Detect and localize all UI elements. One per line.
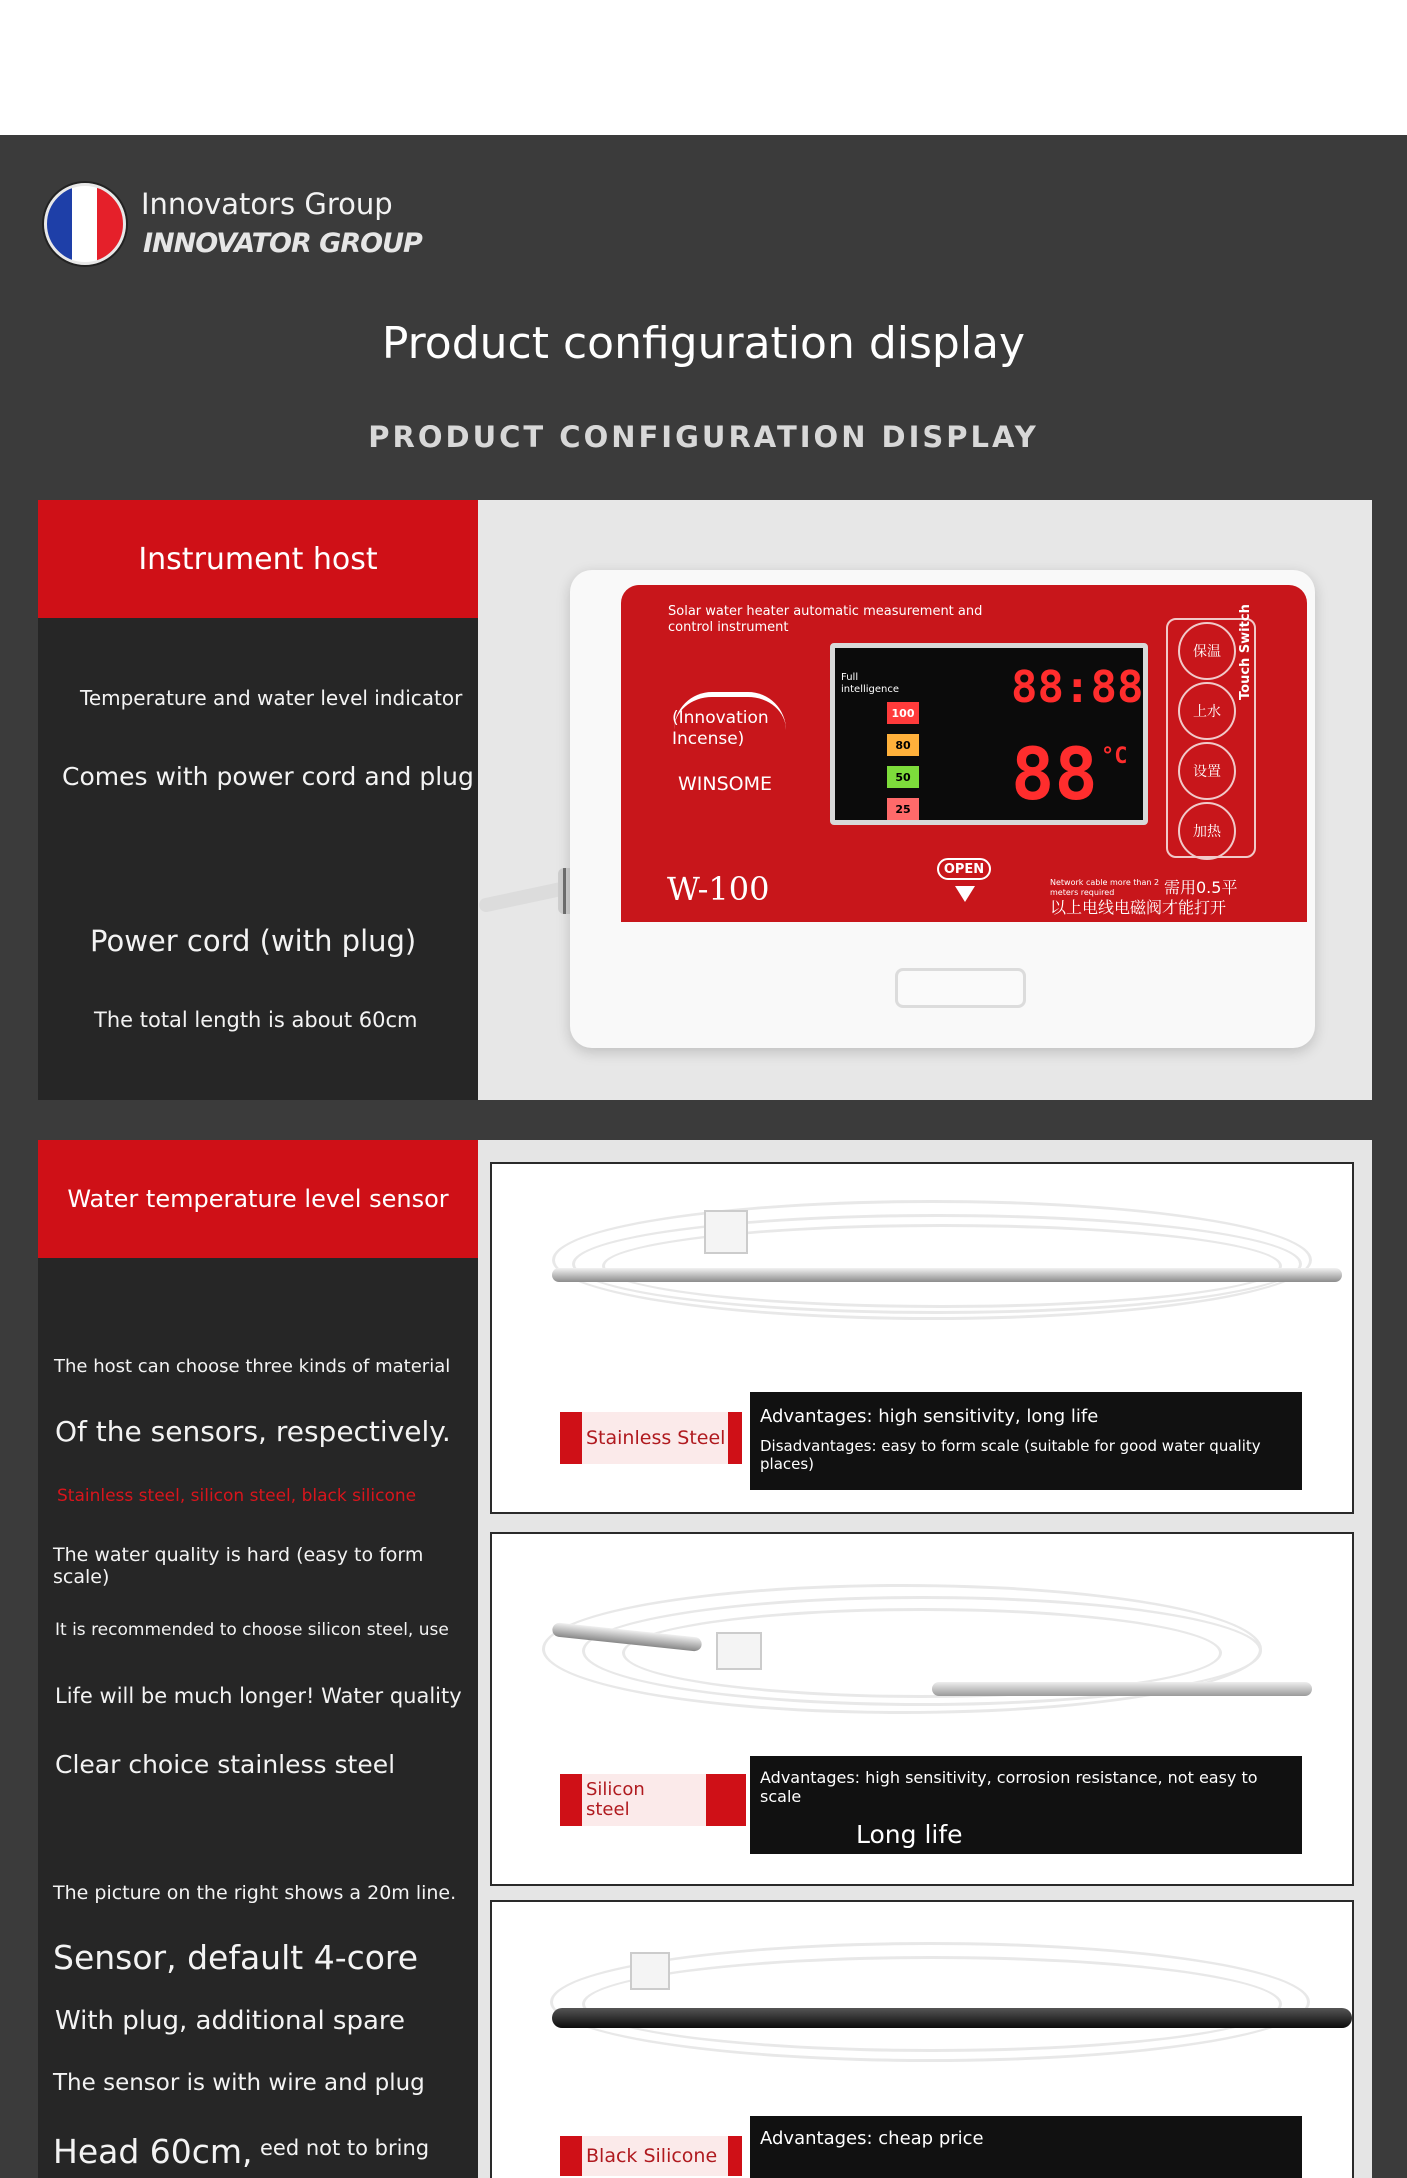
plug-connector [716, 1632, 762, 1670]
device-caption: Solar water heater automatic measurement and control instrument [668, 604, 983, 636]
sensor-heading: Water temperature level sensor [38, 1140, 478, 1258]
plug-connector [704, 1210, 748, 1254]
lcd-display [830, 643, 1148, 825]
silicon-steel-info [750, 1756, 1302, 1854]
silicon-steel-label: Silicon steel [560, 1774, 706, 1826]
level-80: 80 [887, 734, 919, 756]
advantages-text: Advantages: high sensitivity, long life [760, 1406, 1099, 1427]
stainless-steel-label: Stainless Steel [560, 1412, 728, 1464]
sensor-line: The water quality is hard (easy to form scale) [53, 1544, 424, 1588]
lcd-time: 88:88 [1011, 662, 1144, 713]
sensor-line: The host can choose three kinds of material [54, 1356, 451, 1377]
sensor-line: The sensor is with wire and plug [53, 2070, 425, 2096]
feature-line: Temperature and water level indicator [80, 686, 463, 710]
device-cn-note-1: 需用0.5平 [1164, 878, 1238, 897]
sensor-line: Clear choice stainless steel [55, 1750, 396, 1779]
device-cn-note-2: 以上电线电磁阀才能打开 [1050, 898, 1227, 917]
level-100: 100 [887, 702, 919, 724]
advantages-text: Advantages: cheap price [760, 2128, 984, 2149]
level-50: 50 [887, 766, 919, 788]
lcd-temp-unit: °C [1101, 744, 1128, 769]
level-25: 25 [887, 798, 919, 820]
disadvantages-text: Disadvantages: easy to form scale (suitable for good water quality places) [760, 1437, 1261, 1473]
instrument-host-text-panel [38, 500, 478, 1100]
lcd-temperature: 88 [1011, 732, 1098, 816]
black-silicone-label: Black Silicone [560, 2136, 728, 2176]
stainless-steel-info [750, 1392, 1302, 1490]
flag-logo-icon [44, 183, 126, 265]
black-silicone-probe [552, 2008, 1352, 2028]
feature-line: The total length is about 60cm [94, 1008, 418, 1032]
sensor-line: With plug, additional spare [55, 2006, 406, 2036]
silicon-steel-panel [490, 1532, 1354, 1886]
heating-key[interactable]: 加热 [1178, 802, 1236, 860]
open-label: OPEN [937, 858, 991, 880]
device-network-note: Network cable more than 2 meters required [1050, 878, 1160, 897]
stainless-steel-panel [490, 1162, 1354, 1514]
device-model: W-100 [667, 870, 770, 908]
instrument-host-heading: Instrument host [38, 500, 478, 618]
page-title: Product configuration display [381, 318, 1026, 369]
sensor-line: eed not to bring [260, 2136, 430, 2160]
feature-line: Power cord (with plug) [90, 924, 417, 958]
advantages-text: Advantages: high sensitivity, corrosion resistance, not easy to scale [760, 1768, 1258, 1806]
sensor-text-panel [38, 1140, 478, 2178]
device-cover-button [895, 968, 1026, 1008]
black-silicone-info [750, 2116, 1302, 2178]
brand-subtitle: INNOVATOR GROUP [143, 228, 422, 259]
keep-warm-key[interactable]: 保温 [1178, 622, 1236, 680]
water-fill-key[interactable]: 上水 [1178, 682, 1236, 740]
plug-connector [630, 1952, 670, 1990]
sensor-line-highlight: Stainless steel, silicon steel, black silicone [57, 1486, 417, 1506]
extra-text: Long life [856, 1820, 963, 1849]
top-margin [0, 0, 1407, 135]
open-arrow-icon [955, 886, 975, 902]
device-brand-en: WINSOME [678, 773, 773, 795]
sensor-line: It is recommended to choose silicon steel, use [55, 1620, 449, 1640]
sensor-line: The picture on the right shows a 20m line. [53, 1882, 457, 1904]
feature-line: Comes with power cord and plug [62, 762, 474, 791]
sensor-line: Head 60cm, [53, 2132, 253, 2171]
settings-key[interactable]: 设置 [1178, 742, 1236, 800]
black-silicone-panel [490, 1900, 1354, 2178]
stainless-probe [552, 1268, 1342, 1282]
touch-switch-label: Touch Switch [1238, 604, 1253, 700]
device-brand-cn: (Innovation Incense) [672, 708, 769, 750]
sensor-line: Of the sensors, respectively. [55, 1415, 451, 1448]
lcd-label: Full intelligence [841, 672, 900, 695]
wire-coil [582, 1956, 1282, 2052]
brand-name: Innovators Group [141, 187, 393, 221]
page-subtitle: PRODUCT CONFIGURATION DISPLAY [368, 420, 1039, 454]
silicon-probe [932, 1682, 1312, 1696]
sensor-line: Life will be much longer! Water quality [55, 1684, 462, 1708]
sensor-line: Sensor, default 4-core [53, 1938, 419, 1977]
